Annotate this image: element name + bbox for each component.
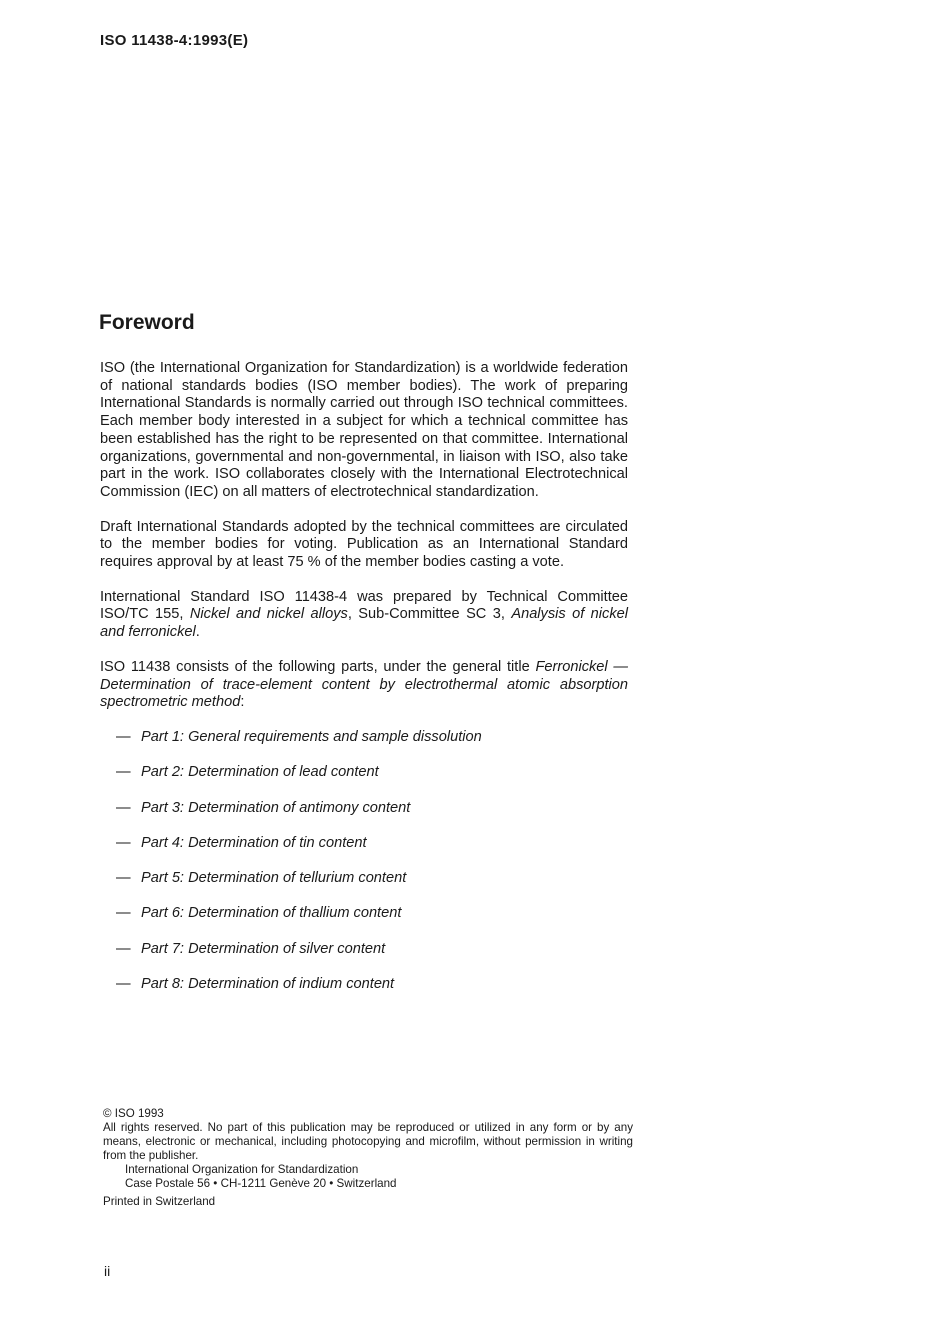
part-title: Determination of antimony content <box>188 799 411 816</box>
page-title: Foreword <box>99 311 195 334</box>
list-dash: — <box>116 870 131 887</box>
paragraph-prepared <box>100 589 628 642</box>
part-label: Part 6: <box>141 905 184 922</box>
list-item <box>116 729 628 764</box>
list-item <box>116 941 628 976</box>
prepared-text: . <box>195 624 200 641</box>
list-dash: — <box>116 728 131 745</box>
part-label: Part 4: <box>141 834 184 851</box>
prepared-text: , Sub-Committee SC 3, <box>347 606 512 623</box>
publisher-address: Case Postale 56 • CH-1211 Genève 20 • Switzerland <box>125 1177 397 1190</box>
list-dash: — <box>116 834 131 851</box>
list-dash: — <box>116 905 131 922</box>
foreword-body <box>100 360 628 1011</box>
list-item <box>116 870 628 905</box>
part-title: Determination of silver content <box>188 940 386 957</box>
consists-text: ISO 11438 consists of the following parts, under the general title <box>100 658 536 675</box>
part-label: Part 7: <box>141 940 184 957</box>
part-label: Part 8: <box>141 976 184 993</box>
printed-location: Printed in Switzerland <box>103 1195 216 1208</box>
prepared-text: International Standard ISO 11438-4 was prepared by Technical Committee ISO/TC 155, <box>100 588 628 623</box>
general-title: Ferronickel — Determination of trace-element content by electrothermal atomic absorption spectrometric method <box>100 658 628 711</box>
paragraph-iso: ISO (the International Organization for Standardization) is a worldwide federation of national standards bodies (ISO member bodies). The work of preparing International Standards is normally carried out through ISO technical committees. Each member body interested in a subject for which a technical committee has been established has the right to be represented on that committee. International organizations, governmental and non-governmental, in liaison with ISO, also take part in the work. ISO collaborates closely with the International Electrotechnical Commission (IEC) on all matters of electrotechnical standardization. <box>100 360 628 500</box>
page-number: ii <box>104 1263 111 1279</box>
list-item <box>116 905 628 940</box>
list-item <box>116 976 628 1011</box>
part-title: Determination of thallium content <box>188 905 402 922</box>
copyright-notice: © ISO 1993 <box>103 1107 164 1120</box>
consists-text: : <box>240 694 245 711</box>
part-title: General requirements and sample dissolution <box>188 728 482 745</box>
copyright-block <box>103 1107 633 1209</box>
part-title: Determination of lead content <box>188 764 379 781</box>
part-label: Part 1: <box>141 728 184 745</box>
list-item <box>116 835 628 870</box>
parts-list <box>100 729 628 1011</box>
part-title: Determination of tin content <box>188 834 367 851</box>
standard-id: ISO 11438-4:1993(E) <box>100 32 249 49</box>
part-label: Part 3: <box>141 799 184 816</box>
part-title: Determination of tellurium content <box>188 870 407 887</box>
paragraph-draft: Draft International Standards adopted by the technical committees are circulated to the member bodies for voting. Publication as an International Standard requires approval by at least 75 % of the member bodies casting a vote. <box>100 518 628 571</box>
subcommittee-title: Analysis of nickel and ferronickel <box>100 606 628 641</box>
list-item <box>116 764 628 799</box>
list-item <box>116 800 628 835</box>
part-label: Part 2: <box>141 764 184 781</box>
list-dash: — <box>116 799 131 816</box>
list-dash: — <box>116 976 131 993</box>
committee-title: Nickel and nickel alloys <box>189 606 348 623</box>
part-label: Part 5: <box>141 870 184 887</box>
list-dash: — <box>116 764 131 781</box>
rights-statement: All rights reserved. No part of this publication may be reproduced or utilized in any form or by any means, electronic or mechanical, including photocopying and microfilm, without permission in writing from the publisher. <box>103 1121 633 1162</box>
part-title: Determination of indium content <box>188 976 395 993</box>
publisher-name: International Organization for Standardization <box>125 1163 359 1176</box>
paragraph-consists <box>100 659 628 712</box>
list-dash: — <box>116 940 131 957</box>
